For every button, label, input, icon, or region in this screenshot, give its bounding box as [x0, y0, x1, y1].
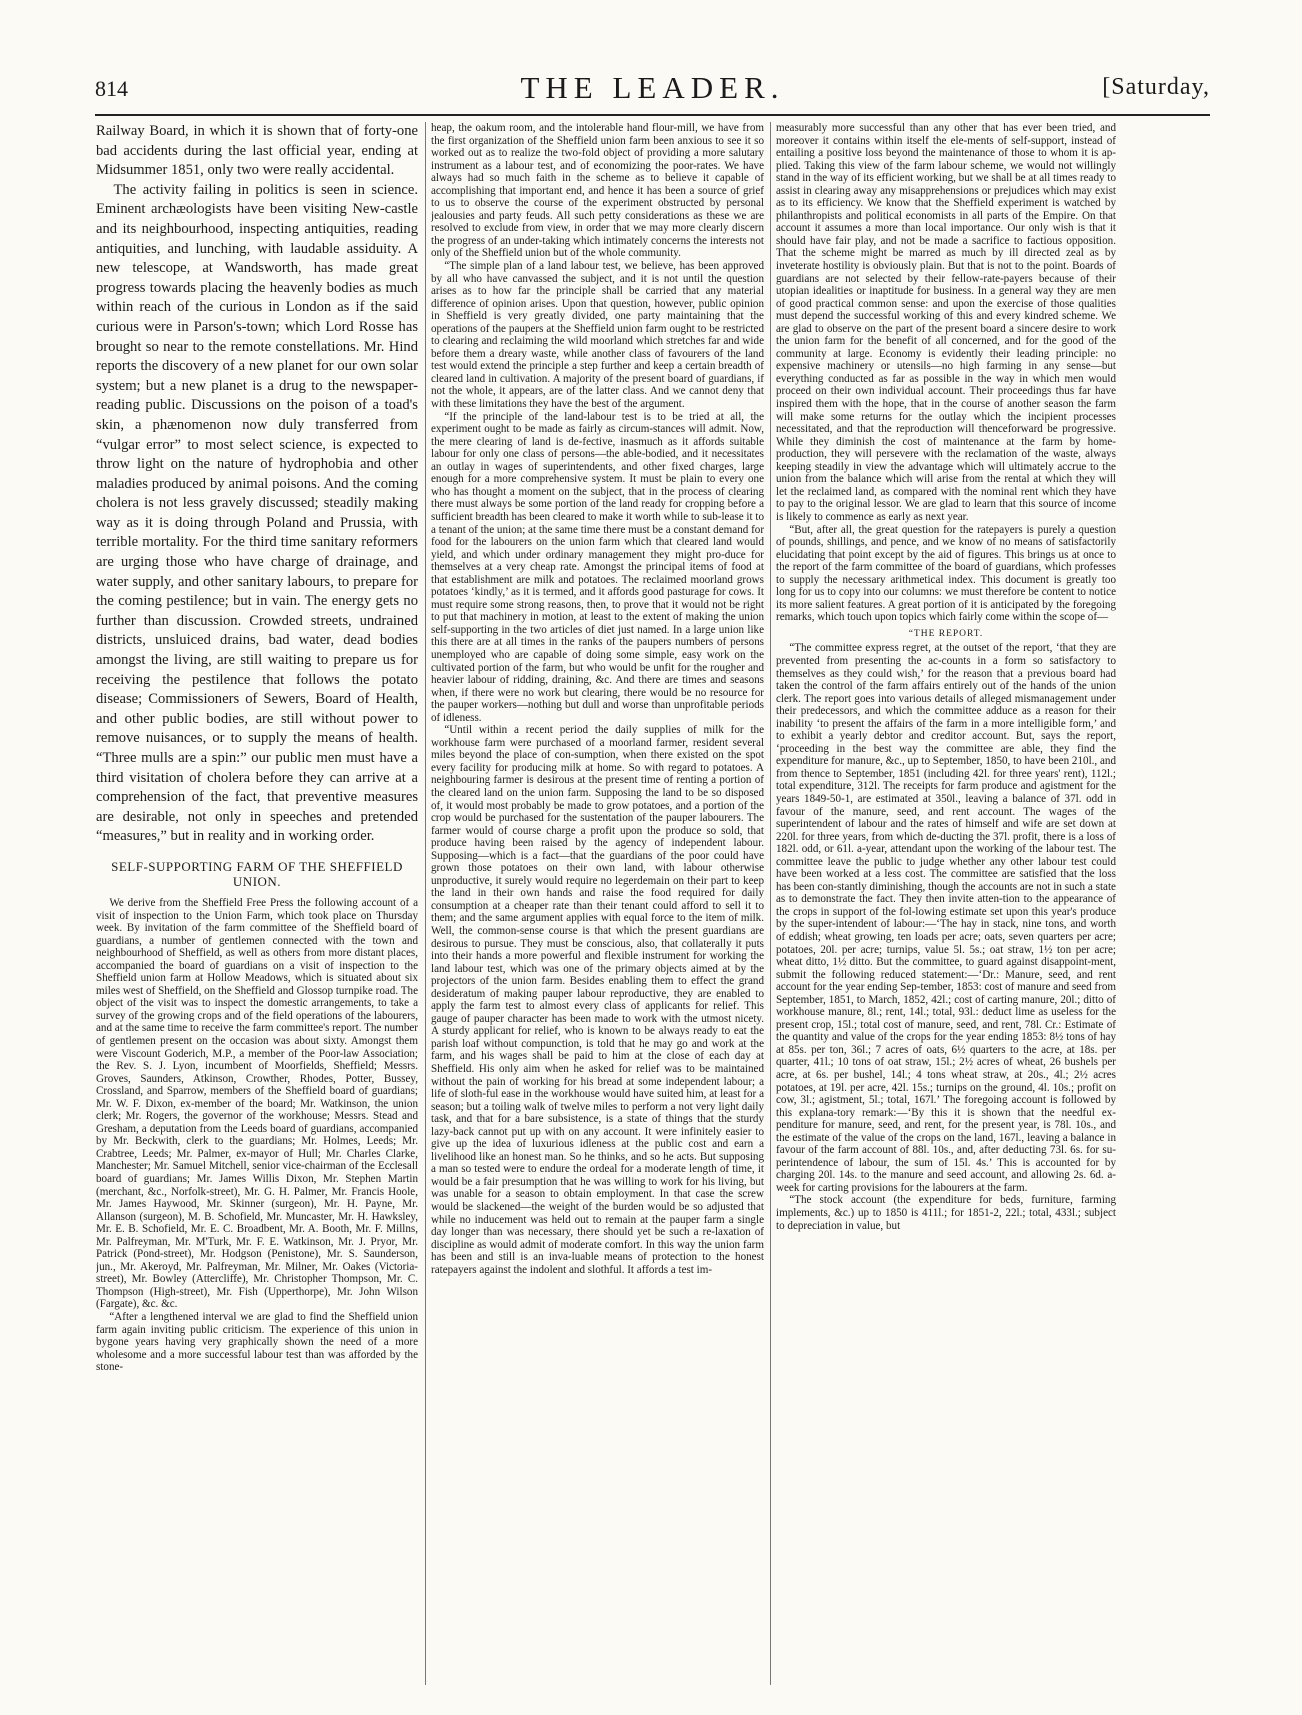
article-heading: SELF-SUPPORTING FARM OF THE SHEFFIELD UNION. [111, 858, 403, 889]
paragraph: “But, after all, the great question for the ratepayers is purely a question of pounds, shillings, and pence, and we know of no means of satisfactorily elucidating that point except by the aid of figures. This brings us at once to the report of the farm committee of the board of guardians, which professes to supply the necessary arithmetical index. This document is greatly too long for us to copy into our columns: we must therefore be content to notice its more salient features. A great portion of it is anticipated by the foregoing remarks, which touch upon topics which fairly come within the scope of— [776, 523, 1116, 624]
paragraph: measurably more successful than any other that has ever been tried, and moreover it contains within itself the ele-ments of self-support, instead of entailing a positive loss beyond the maintenance of those to whom it is ap-plied. Taking this view of the farm labour scheme, we would not willingly stand in the way of its efficient working, but we shall be at all times ready to assist in clearing away any misapprehensions or prejudices which may exist as to its efficiency. We know that the Sheffield experiment is watched by philanthropists and political economists in all parts of the Empire. On that account it assumes a more than local importance. Our only wish is that it should have fair play, and not be made a sacrifice to factious opposition. That the scheme might be marred as much by ill directed zeal as by inveterate hostility is obviously plain. But that is not to the point. Boards of guardians are not selected by their fellow-rate-payers because of their utopian idealities or inaptitude for business. In a general way they are men of good practical common sense: and upon the exercise of those qualities must depend the successful working of this and every kindred scheme. We are glad to observe on the part of the present board a sincere desire to work the union farm for the benefit of all concerned, and for the good of the community at large. Economy is evidently their leading principle: no expensive machinery or utensils—no high farming in any sense—but everything conducted as far as possible in the way in which men would proceed on their own individual account. Their proceedings thus far have inspired them with the hope, that in the course of another season the farm will make some returns for the outlay which the incipient processes necessitated, and that the reproduction will thenceforward be progressive. While they diminish the cost of maintenance at the farm by home-production, they will persevere with the reclamation of the waste, always keeping steadily in view the advantage which will ultimately accrue to the union from the balance which will arise from the rental at which they will let the reclaimed land, as compared with the nominal rent which they have to pay to the original lessor. We are glad to learn that this source of income is likely to commence as early as next year. [776, 122, 1116, 523]
paragraph: Railway Board, in which it is shown that of forty-one bad accidents during the last official year, ending at Midsummer 1851, only two were really accidental. [96, 123, 418, 179]
paragraph: “The simple plan of a land labour test, we believe, has been approved by all who have canvassed the subject, and it is not until the question arises as to how far the principle shall be carried that any material difference of opinion arises. Upon that question, however, public opinion in Sheffield is very greatly divided, one party maintaining that the operations of the paupers at the Sheffield union farm ought to be restricted to clearing and reclaiming the wild moorland which stretches far and wide before them a dreary waste, while another class of favourers of the land test would extend the principle a step further and keep a certain breadth of cleared land in cultivation. A majority of the present board of guardians, if not the whole, it appears, are of the latter class. And we cannot deny that with these limitations they have the best of the argument. [431, 260, 764, 411]
masthead [95, 70, 1210, 110]
paragraph: “The committee express regret, at the outset of the report, ‘that they are prevented from presenting the ac-counts in a form so satisfactory to themselves as they could wish,’ for the reason that a previous board had taken the control of the farm affairs entirely out of the hands of the union clerk. The report goes into various details of alleged mismanagement under their predecessors, and which the committee adduce as a reason for their inability ‘to present the affairs of the farm in a more intelligible form,’ and to exhibit a yearly debtor and creditor account. But, says the report, ‘proceeding in the best way the committee are able, they find the expenditure for manure, &c., up to September, 1850, to have been 210l., and from thence to September, 1851 (including 42l. for three years' rent), 112l.; total expenditure, 312l. The receipts for farm produce and agistment for the years 1849-50-1, are estimated at 350l., leaving a balance of 37l. odd in favour of the manure, seed, and rent account. The wages of the superintendent of labour and the rates of himself and wife are set down at 220l. for three years, from which de-ducting the 37l. profit, there is a loss of 182l. odd, or 61l. a-year, attendant upon the working of the labour test. The committee leave the public to judge whether any other labour test could have been worked at a less cost. The committee are satisfied that the loss has been con-stantly diminishing, though the accounts are not in such a state as to demonstrate the fact. They then invite atten-tion to the appearance of the crops in support of the fol-lowing estimate set upon this year's produce by the super-intendent of labour:—‘The hay in stack, nine tons, and worth of eddish; wheat growing, ten loads per acre; oats, seven quarters per acre; potatoes, 20l. per acre; turnips, value 5l. 5s.; oat straw, 1½ ton per acre; wheat ditto, 1½ ditto. But the committee, to guard against disappoint-ment, submit the following reduced statement:—‘Dr.: Manure, seed, and rent account for the year ending Sep-tember, 1853: cost of manure and seed from September, 1851, to March, 1852, 42l.; cost of carting manure, 20l.; ditto of workhouse manure, 8l.; rent, 14l.; total, 93l.: deduct lime as useless for the present crop, 15l.; total cost of manure, seed, and rent, 78l. Cr.: Estimate of the quantity and value of the crops for the year ending 1853: 8½ tons of hay at 85s. per ton, 36l.; 7 acres of oats, 6½ quarters to the acre, at 18s. per quarter, 41l.; 10 tons of oat straw, 15l.; 2½ acres of wheat, 26 bushels per acre, at 6s. per bushel, 14l.; 4 tons wheat straw, at 20s., 4l.; 2½ acres potatoes, at 19l. per acre, 42l. 15s.; turnips on the ground, 4l. 10s.; profit on cow, 3l.; agistment, 5l.; total, 167l.’ The foregoing account is followed by this explana-tory remark:—‘By this it is shown that the needful ex-penditure for manure, seed, and rent, for the present year, is 78l. 10s., and the estimate of the value of the crops on the land, 167l., leaving a balance in favour of the farm account of 88l. 10s., and, after deducting 73l. 6s. for su-perintendence of labour, the sum of 15l. 4s.’ This is accounted for by charging 20l. 14s. to the manure and seed account, and allowing 2s. 6d. a-week for carting provisions for the labourers at the farm. [776, 642, 1116, 1194]
page-number: 814 [95, 76, 128, 101]
column-divider [770, 122, 771, 1685]
header-rule [95, 114, 1210, 116]
newspaper-title: THE LEADER. [520, 70, 785, 105]
paragraph: “Until within a recent period the daily supplies of milk for the workhouse farm were purchased of a moorland farmer, resident several miles beyond the place of con-sumption, when there existed on the spot every facility for producing milk at home. So with regard to potatoes. A neighbouring farmer is desirous at the present time of renting a portion of the cleared land on the union farm. Supposing the land to be so disposed of, it would most probably be made to grow potatoes, and a portion of the crop would be purchased for the sustentation of the pauper labourers. The farmer would of course charge a profit upon the produce so sold, that produce having been raised by the agency of independent labour. Supposing—which is a fact—that the guardians of the poor could have grown those potatoes on their own land, with labour otherwise unproductive, it surely would require no legerdemain on their part to keep the land in their own hands and raise the food required for daily consumption at a cheaper rate than their tenant could afford to sell it to them; and the same argument applies with equal force to the item of milk. Well, the common-sense course is that which the present guardians are desirous to pursue. They must be conscious, also, that collaterally it puts into their hands a more powerful and flexible instrument for working the land labour test, which was one of the primary objects aimed at by the projectors of the union farm. Besides enabling them to effect the grand desideratum of making pauper labour reproductive, they are enabled to apply the farm test to almost every class of applicants for relief. This gauge of pauper character has been made to work with the utmost nicety. A sturdy applicant for relief, who is known to be always ready to eat the parish loaf without compunction, is told that he may go and work at the farm, and his wages shall be paid to him at the close of each day at Sheffield. His only aim when he asked for relief was to be maintained without the pain of working for his bread at some independent labour; a life of sloth-ful ease in the workhouse would have suited him, at least for a season; but a toiling walk of twelve miles to perform a not very light daily task, and that for a bare subsistence, is a state of things that the sturdy lazy-back cannot put up with on any account. It were infinitely easier to give up the idea of luxurious idleness at the public cost and earn a livelihood like an honest man. So he thinks, and so he acts. But supposing a man so tested were to endure the ordeal for a moderate length of time, it would be a fair presumption that he was willing to work for his living, but was unable for a season to obtain employment. In that case the screw would be slackened—the weight of the burden would be so adjusted that while no inducement was held out to remain at the pauper farm a single day longer than was necessary, there should yet be such a re-laxation of discipline as would admit of moderate comfort. In this way the union farm has been and still is an inva-luable means of protection to the honest ratepayers against the indolent and slothful. It affords a test im- [431, 724, 764, 1276]
column-3 [776, 122, 1116, 1697]
paragraph: We derive from the Sheffield Free Press the following account of a visit of inspection to the Union Farm, which took place on Thursday week. By invitation of the farm committee of the Sheffield board of guardians, a number of gentlemen connected with the town and neighbourhood of Sheffield, as well as others from more distant places, accompanied the board of guardians on a visit of inspection to the Sheffield union farm at Hollow Meadows, which is situated about six miles west of Sheffield, on the Sheffield and Glossop turnpike road. The object of the visit was to inspect the domestic arrangements, to take a survey of the growing crops and of the field operations of the labourers, and at the same time to receive the farm committee's report. The number of gentlemen present on the occasion was about sixty. Amongst them were Viscount Goderich, M.P., a member of the Poor-law Association; the Rev. S. J. Lyon, incumbent of Moorfields, Sheffield; Messrs. Groves, Saunders, Atkinson, Crowther, Rhodes, Potter, Bussey, Crossland, and Sparrow, members of the Sheffield board of guardians; Mr. W. F. Dixon, ex-member of the board; Mr. Watkinson, the union clerk; Mr. Rogers, the governor of the workhouse; Messrs. Stead and Gresham, a deputation from the Leeds board of guardians, accompanied by Mr. Beckwith, clerk to the guardians; Mr. Holmes, Leeds; Mr. Crabtree, Leeds; Mr. Palmer, ex-mayor of Hull; Mr. Charles Clarke, Manchester; Mr. Samuel Mitchell, senior vice-chairman of the Ecclesall board of guardians; Mr. James Willis Dixon, Mr. Stephen Martin (merchant, &c., Norfolk-street), Mr. G. H. Palmer, Mr. Francis Hoole, Mr. James Haywood, Mr. Skinner (surgeon), Mr. H. Payne, Mr. Allanson (surgeon), M. B. Schofield, Mr. Muncaster, Mr. H. Hawksley, Mr. E. B. Schofield, Mr. E. C. Broadbent, Mr. A. Booth, Mr. F. Millns, Mr. Palfreyman, Mr. M'Turk, Mr. F. E. Watkinson, Mr. J. Pryor, Mr. Patrick (Pond-street), Mr. Hodgson (Penistone), Mr. S. Saunderson, jun., Mr. Akeroyd, Mr. Palfreyman, Mr. Milner, Mr. Oakes (Victoria-street), Mr. Bowley (Attercliffe), Mr. Christopher Thompson, Mr. C. Thompson (High-street), Mr. Fish (Upperthorpe), Mr. John Wilson (Fargate), &c. &c. [96, 896, 418, 1311]
column-divider [425, 122, 426, 1685]
paragraph: “If the principle of the land-labour test is to be tried at all, the experiment ought to be made as fairly as circum-stances will admit. Now, the mere clearing of land is de-fective, inasmuch as it affords suitable labour for only one class of persons—the able-bodied, and it necessitates an outlay in wages of superintendents, and other fixed charges, large enough for a more comprehensive system. It must be plain to every one who has thought a moment on the subject, that in the process of clearing there must always be some portion of the land ready for cropping before a sufficient breadth has been cleared to make it worth while to sub-lease it to a tenant of the union; at the same time there must be a constant demand for food for the labourers on the union farm which that cleared land would yield, and which under ordinary management they might pro-duce for themselves at a very cheap rate. Amongst the principal items of food at that establishment are milk and potatoes. The reclaimed moorland grows potatoes ‘kindly,’ as it is termed, and it affords good pasturage for cows. It must require some strong reasons, then, to prove that it would not be right to put that machinery in motion, at least to the extent of making the union self-supporting in the two articles of diet just named. In a large union like this there are at all times in the ranks of the paupers numbers of persons unemployed who are capable of doing some simple, easy work on the cultivated portion of the farm, but who would be unfit for the rougher and heavier labour of ridding, draining, &c. And there are times and seasons when, if there were no work but clearing, there would be no resource for the pauper workers—nothing but dull and worse than unprofitable periods of idleness. [431, 410, 764, 724]
paragraph: “After a lengthened interval we are glad to find the Sheffield union farm again inviting public criticism. The experience of this union in bygone years having very graphically shown the need of a more wholesome and a more successful labour test than was afforded by the stone- [96, 1311, 418, 1374]
issue-day: [Saturday, [1102, 74, 1210, 100]
paragraph: “The stock account (the expenditure for beds, furniture, farming implements, &c.) up to 1850 is 411l.; for 1851-2, 22l.; total, 433l.; subject to depreciation in value, but [776, 1194, 1116, 1232]
paragraph: heap, the oakum room, and the intolerable hand flour-mill, we have from the first organization of the Sheffield union farm been anxious to see it so worked out as to realize the two-fold object of providing a more salutary instrument as a labour test, and of economizing the poor-rates. We have always had so much faith in the scheme as to believe it capable of accomplishing that important end, and hence it has been a source of grief to us to observe the course of the experiment obstructed by personal jealousies and party feuds. All such petty considerations as these we are resolved to exclude from view, in order that we may more clearly discern the progress of an under-taking which intimately concerns the interests not only of the Sheffield union but of the whole community. [431, 122, 764, 260]
paragraph: The activity failing in politics is seen in science. Eminent archæologists have been visiting New-castle and its neighbourhood, inspecting antiquities, reading antiquities, and lunching, with laudable assiduity. A new telescope, at Wandsworth, has made great progress towards placing the heavenly bodies as much within reach of the curious in London as if the said curious were in Parson's-town; which Lord Rosse has brought so near to the remote constellations. Mr. Hind reports the discovery of a new planet for our own solar system; but a new planet is a drug to the newspaper-reading public. Discussions on the poison of a toad's skin, a phænomenon now duly transferred from “vulgar error” to most select science, is expected to throw light on the nature of hydrophobia and other maladies produced by animal poisons. And the coming cholera is not less gravely discussed; steadily making way as it is doing through Poland and Prussia, with terrible mortality. For the third time sanitary reformers are urging those who have charge of drainage, and water supply, and other sanitary labours, to prepare for the coming pestilence; but in vain. The energy gets no further than discussion. Crowded streets, undrained districts, unsluiced drains, bad water, dead bodies amongst the living, are still waiting to prepare us for receiving the pestilence that follows the potato disease; Commissioners of Sewers, Board of Health, and other public bodies, are still without power to remove nuisances, or to supply the means of health. “Three mulls are a spin:” our public men must have a third visitation of cholera before they can arrive at a comprehension of the fact, that preventive measures are desirable, not only in speeches and pretended “measures,” but in reality and in working order. [96, 181, 418, 845]
column-1 [96, 122, 418, 1697]
section-subheading: “THE REPORT. [908, 628, 984, 639]
column-2 [431, 122, 764, 1697]
